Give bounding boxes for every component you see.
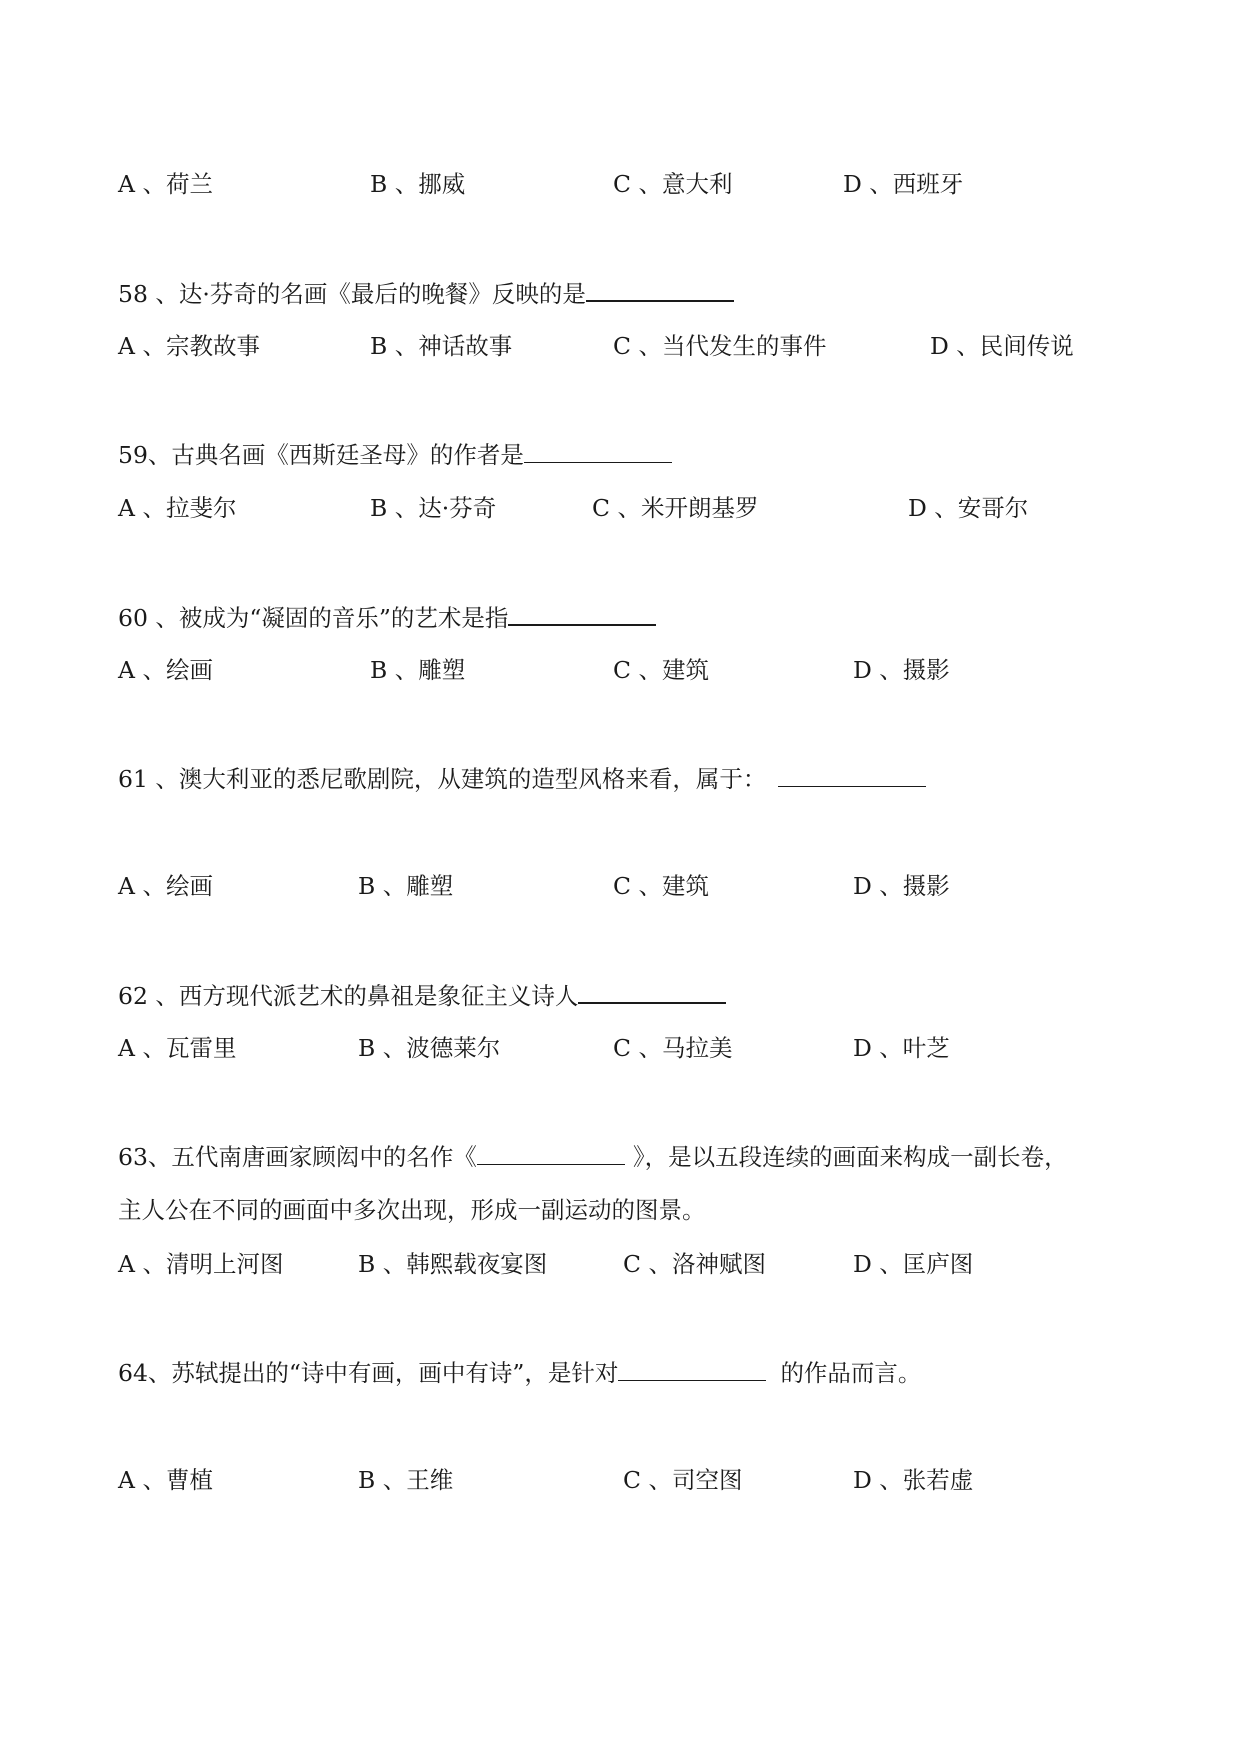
q61-answer-blank <box>778 762 926 787</box>
q59-answer-blank <box>524 438 672 463</box>
q63-option-a: A 、清明上河图 <box>118 1250 284 1278</box>
q61-option-b: B 、雕塑 <box>358 872 454 900</box>
q62-option-b: B 、波德莱尔 <box>358 1034 501 1062</box>
q62-option-a: A 、瓦雷里 <box>118 1034 237 1062</box>
q62-question <box>118 978 726 1012</box>
q64-option-b: B 、王维 <box>358 1466 454 1494</box>
q61-text: 61 、澳大利亚的悉尼歌剧院，从建筑的造型风格来看，属于： <box>118 765 767 793</box>
q63-text-before: 63、五代南唐画家顾闳中的名作《 <box>118 1143 477 1171</box>
q61-option-d: D 、摄影 <box>853 872 950 900</box>
q63-option-d: D 、匡庐图 <box>853 1250 974 1278</box>
q63-option-b: B 、韩熙载夜宴图 <box>358 1250 548 1278</box>
q58-option-a: A 、宗教故事 <box>118 332 260 360</box>
q61-option-a: A 、绘画 <box>118 872 213 900</box>
q63-option-c: C 、洛神赋图 <box>623 1250 766 1278</box>
q60-answer-blank <box>508 600 656 626</box>
q59-option-a: A 、拉斐尔 <box>118 494 237 522</box>
q64-question <box>118 1356 921 1389</box>
q59-option-b: B 、达·芬奇 <box>370 494 497 522</box>
q60-option-a: A 、绘画 <box>118 656 213 684</box>
q63-answer-blank <box>477 1140 625 1165</box>
q62-text: 62 、西方现代派艺术的鼻祖是象征主义诗人 <box>118 982 579 1010</box>
q63-question <box>118 1140 1068 1173</box>
q60-option-d: D 、摄影 <box>853 656 950 684</box>
q62-option-d: D 、叶芝 <box>853 1034 950 1062</box>
q59-option-c: C 、米开朗基罗 <box>592 494 759 522</box>
q58-option-b: B 、神话故事 <box>370 332 513 360</box>
q58-answer-blank <box>586 276 734 302</box>
q62-option-c: C 、马拉美 <box>613 1034 733 1062</box>
q60-option-c: C 、建筑 <box>613 656 709 684</box>
q59-text: 59、古典名画《西斯廷圣母》的作者是 <box>118 441 524 469</box>
q63-text-after: 》，是以五段连续的画面来构成一副长卷， <box>632 1143 1068 1171</box>
q61-option-c: C 、建筑 <box>613 872 709 900</box>
q58-option-d: D 、民间传说 <box>930 332 1074 360</box>
q62-answer-blank <box>578 978 726 1004</box>
q64-answer-blank <box>618 1356 766 1381</box>
q58-text: 58 、达·芬奇的名画《最后的晚餐》反映的是 <box>118 280 586 308</box>
q60-question <box>118 600 656 634</box>
q61-question <box>118 762 926 795</box>
q64-option-d: D 、张若虚 <box>853 1466 974 1494</box>
q58-option-c: C 、当代发生的事件 <box>613 332 827 360</box>
q59-question <box>118 438 672 471</box>
q58-question <box>118 276 734 310</box>
q59-option-d: D 、安哥尔 <box>908 494 1029 522</box>
q57-option-d: D 、西班牙 <box>843 170 964 198</box>
q64-option-a: A 、曹植 <box>118 1466 213 1494</box>
q57-option-b: B 、挪威 <box>370 170 466 198</box>
q63-question-line2: 主人公在不同的画面中多次出现，形成一副运动的图景。 <box>118 1196 706 1224</box>
q64-text-after: 的作品而言。 <box>780 1359 922 1387</box>
q57-option-a: A 、荷兰 <box>118 170 213 198</box>
q64-option-c: C 、司空图 <box>623 1466 743 1494</box>
q57-option-c: C 、意大利 <box>613 170 733 198</box>
q64-text-before: 64、苏轼提出的“诗中有画，画中有诗”，是针对 <box>118 1359 619 1387</box>
q60-text: 60 、被成为“凝固的音乐”的艺术是指 <box>118 604 509 632</box>
q60-option-b: B 、雕塑 <box>370 656 466 684</box>
